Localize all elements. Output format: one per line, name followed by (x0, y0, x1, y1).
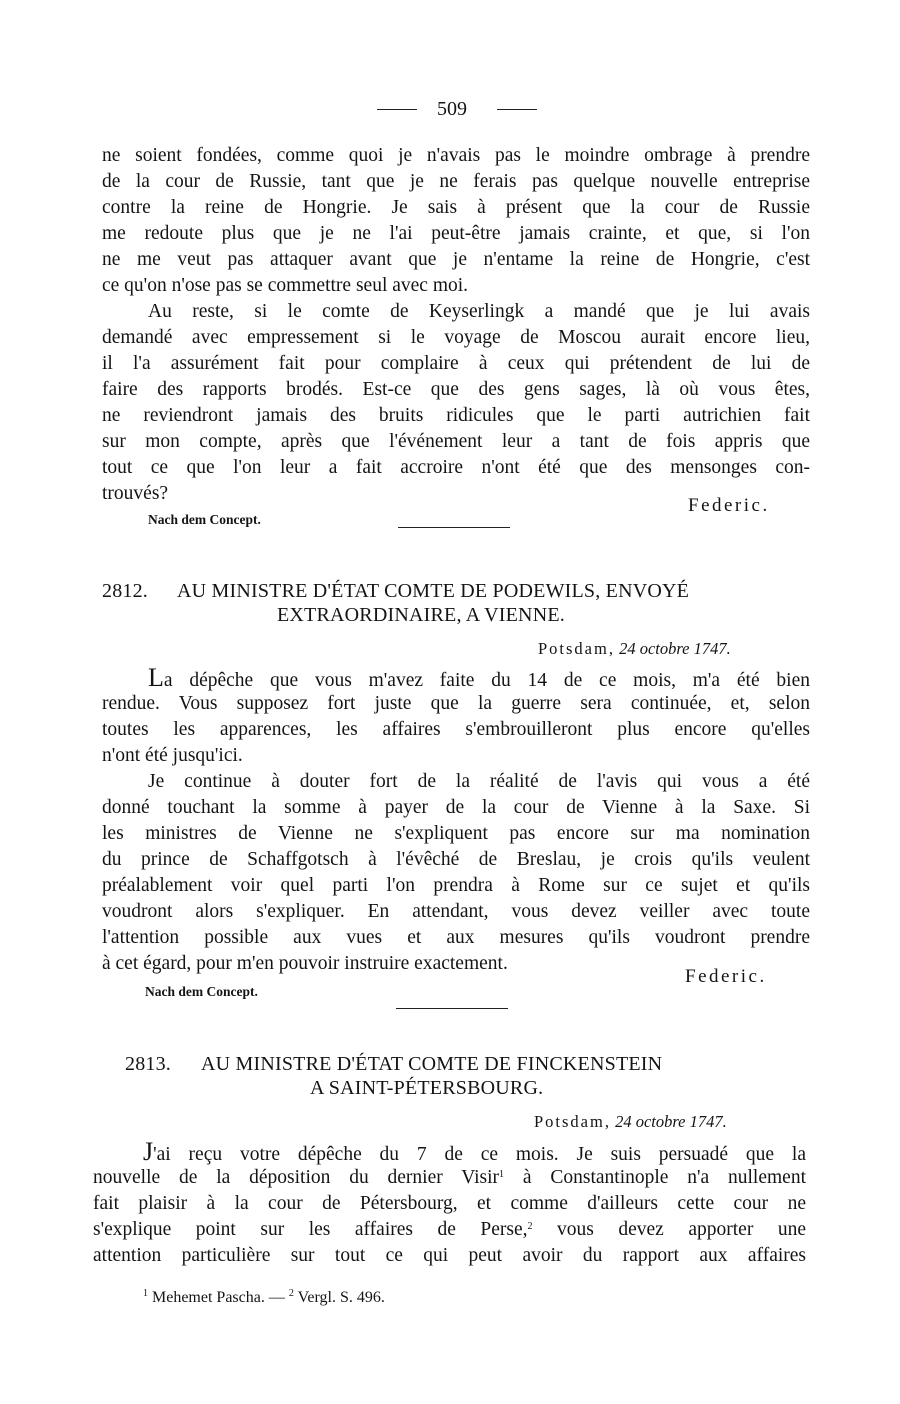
text-line: à cet égard, pour m'en pouvoir instruire exactement. (102, 953, 508, 974)
text-line: La dépêche que vous m'avez faite du 14 de ce mois, m'a été bien (148, 663, 810, 692)
page-number-dash-left (377, 109, 417, 110)
footnote-text: Mehemet Pascha. — (152, 1289, 285, 1306)
text-line: ne reviendront jamais des bruits ridicules que le parti autrichien fait (102, 405, 810, 426)
text-line: ne soient fondées, comme quoi je n'avais pas le moindre ombrage à prendre (102, 145, 810, 166)
text-line: trouvés? (102, 483, 169, 504)
text-line: ce qu'on n'ose pas se commettre seul avec moi. (102, 275, 469, 296)
letter-heading-line1: AU MINISTRE D'ÉTAT COMTE DE PODEWILS, ENVOYÉ (177, 580, 690, 602)
text-line: du prince de Schaffgotsch à l'évêché de Breslau, je crois qu'ils veulent (102, 849, 810, 870)
footnote-number: 1 (143, 1288, 148, 1299)
section-divider (396, 1008, 508, 1009)
section-divider (398, 527, 510, 528)
footnote-text: Vergl. S. 496. (297, 1289, 385, 1306)
footnotes (143, 1289, 385, 1307)
text-line: nouvelle de la déposition du dernier Visir$^1$ à Constantinople n'a nullement (93, 1167, 806, 1188)
text-line: J'ai reçu votre dépêche du 7 de ce mois. Je suis persuadé que la (143, 1137, 806, 1166)
dateline-date: 24 octobre 1747. (619, 639, 731, 658)
letter-number: 2813. (125, 1053, 171, 1075)
text-line: donné touchant la somme à payer de la cour de Vienne à la Saxe. Si (102, 797, 810, 818)
text-line: il l'a assurément fait pour complaire à ceux qui prétendent de lui de (102, 353, 810, 374)
text-line: voudront alors s'expliquer. En attendant, vous devez veiller avec toute (102, 901, 810, 922)
text-line: Au reste, si le comte de Keyserlingk a mandé que je lui avais (148, 301, 810, 322)
footnote-ref[interactable]: 2 (527, 1221, 533, 1232)
footnote-ref[interactable]: 1 (499, 1169, 505, 1180)
letter-number: 2812. (102, 580, 148, 602)
drop-capital: L (148, 663, 164, 692)
dateline (538, 639, 731, 659)
text-line: préalablement voir quel parti l'on prendra à Rome sur ce sujet et qu'ils (102, 875, 810, 896)
signature: Federic. (685, 966, 767, 987)
dateline-date: 24 octobre 1747. (615, 1112, 727, 1131)
signature: Federic. (688, 495, 770, 516)
text-line: contre la reine de Hongrie. Je sais à présent que la cour de Russie (102, 197, 810, 218)
source-note: Nach dem Concept. (148, 512, 261, 527)
footnote-number: 2 (288, 1288, 294, 1299)
text-line: tout ce que l'on leur a fait accroire n'ont été que des mensonges con- (102, 457, 810, 478)
drop-capital: J (143, 1137, 154, 1166)
source-note: Nach dem Concept. (145, 984, 258, 999)
text-line: s'explique point sur les affaires de Perse,$^2$ vous devez apporter une (93, 1219, 806, 1240)
letter-heading-line2: A SAINT-PÉTERSBOURG. (310, 1077, 544, 1099)
text-line: n'ont été jusqu'ici. (102, 745, 243, 766)
text-line: rendue. Vous supposez fort juste que la guerre sera continuée, et, selon (102, 693, 810, 714)
dateline-place: Potsdam, (534, 1112, 611, 1131)
text-line: l'attention possible aux vues et aux mesures qu'ils voudront prendre (102, 927, 810, 948)
page-number-dash-right (497, 109, 537, 110)
text-line: les ministres de Vienne ne s'expliquent pas encore sur ma nomination (102, 823, 810, 844)
dateline-place: Potsdam, (538, 639, 615, 658)
page-number: 509 (437, 98, 467, 120)
text-line: ne me veut pas attaquer avant que je n'entame la reine de Hongrie, c'est (102, 249, 810, 270)
letter-heading-line2: EXTRAORDINAIRE, A VIENNE. (277, 604, 565, 626)
text-line: de la cour de Russie, tant que je ne ferais pas quelque nouvelle entreprise (102, 171, 810, 192)
text-line: sur mon compte, après que l'événement leur a tant de fois appris que (102, 431, 810, 452)
text-line: Je continue à douter fort de la réalité de l'avis qui vous a été (148, 771, 810, 792)
text-line: toutes les apparences, les affaires s'embrouilleront plus encore qu'elles (102, 719, 810, 740)
text-line: me redoute plus que je ne l'ai peut-être jamais crainte, et que, si l'on (102, 223, 810, 244)
letter-heading-line1: AU MINISTRE D'ÉTAT COMTE DE FINCKENSTEIN (201, 1053, 663, 1075)
text-line: demandé avec empressement si le voyage de Moscou aurait encore lieu, (102, 327, 810, 348)
text-line: faire des rapports brodés. Est-ce que des gens sages, là où vous êtes, (102, 379, 810, 400)
dateline (534, 1112, 727, 1132)
text-line: fait plaisir à la cour de Pétersbourg, et comme d'ailleurs cette cour ne (93, 1193, 806, 1214)
text-line: attention particulière sur tout ce qui peut avoir du rapport aux affaires (93, 1245, 806, 1266)
